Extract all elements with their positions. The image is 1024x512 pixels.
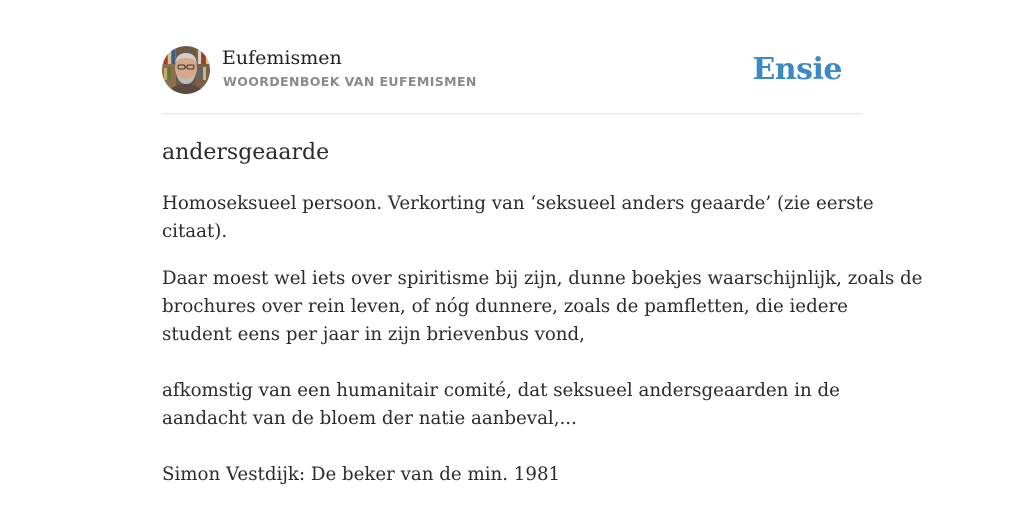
definition-line: citaat). (162, 221, 228, 242)
quote-line: afkomstig van een humanitair comité, dat seksueel andersgeaarden in de (162, 380, 840, 401)
definition-line: Homoseksueel persoon. Verkorting van ‘seksueel anders geaarde’ (zie eerste (162, 193, 874, 214)
author-avatar[interactable] (162, 46, 210, 94)
entry-card (162, 0, 923, 512)
quote-line: Daar moest wel iets over spiritisme bij zijn, dunne boekjes waarschijnlijk, zoals de (162, 268, 923, 289)
quote-paragraph-1 (162, 265, 923, 349)
author-portrait-icon (162, 46, 210, 94)
entry-definition (162, 190, 874, 246)
quote-paragraph-2 (162, 377, 874, 433)
quote-source (162, 461, 874, 489)
quote-line: aandacht van de bloem der natie aanbeval,... (162, 408, 577, 429)
author-subtitle-link[interactable]: WOORDENBOEK VAN EUFEMISMEN (223, 74, 477, 89)
entry-term: andersgeaarde (162, 140, 330, 165)
author-name-link[interactable]: Eufemismen (222, 47, 342, 69)
header-divider (162, 113, 862, 114)
entry-header (162, 46, 862, 96)
source-line: Simon Vestdijk: De beker van de min. 1981 (162, 464, 561, 485)
ensie-logo[interactable]: Ensie (752, 52, 842, 87)
quote-line: brochures over rein leven, of nóg dunnere, zoals de pamfletten, die iedere (162, 296, 848, 317)
quote-line: student eens per jaar in zijn brievenbus vond, (162, 324, 585, 345)
